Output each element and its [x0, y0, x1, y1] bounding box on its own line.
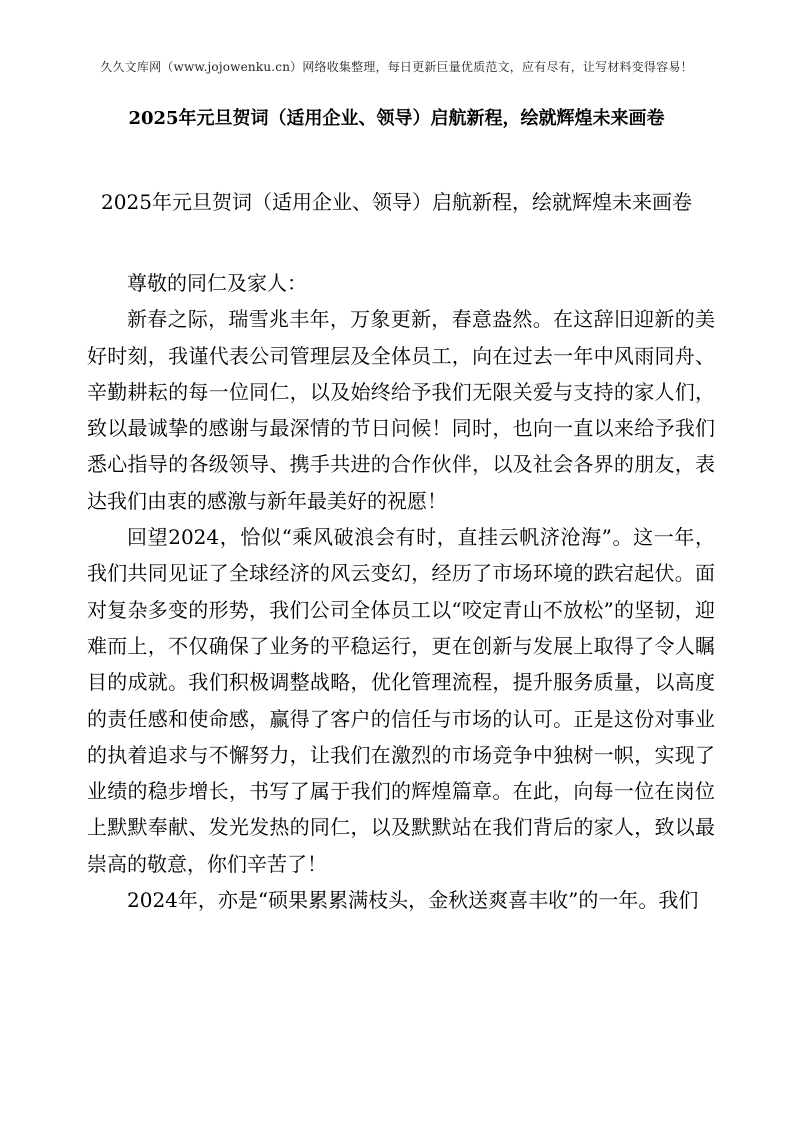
body-paragraph: 2024年，亦是“硕果累累满枝头，金秋送爽喜丰收”的一年。我们 — [127, 888, 699, 913]
document-subtitle: 2025年元旦贺词（适用企业、领导）启航新程，绘就辉煌未来画卷 — [101, 190, 692, 214]
document-body — [87, 265, 715, 918]
body-paragraph: 回望2024，恰似“乘风破浪会有时，直挂云帆济沧海”。这一年，我们共同见证了全球经济的风云变幻，经历了市场环境的跌宕起伏。面对复杂多变的形势，我们公司全体员工以“咬定青山不放松”的坚韧，迎难而上，不仅确保了业务的平稳运行，更在创新与发展上取得了令人瞩目的成就。我们积极调整战略，优化管理流程，提升服务质量，以高度的责任感和使命感，赢得了客户的信任与市场的认可。正是这份对事业的执着追求与不懈努力，让我们在激烈的市场竞争中独树一帜，实现了业绩的稳步增长，书写了属于我们的辉煌篇章。在此，向每一位在岗位上默默奉献、发光发热的同仁，以及默默站在我们背后的家人，致以最崇高的敬意，你们辛苦了！ — [87, 525, 715, 876]
header-banner: 久久文库网（www.jojowenku.cn）网络收集整理，每日更新巨量优质范文，应有尽有，让写材料变得容易！ — [100, 60, 693, 74]
document-title: 2025年元旦贺词（适用企业、领导）启航新程，绘就辉煌未来画卷 — [128, 108, 665, 129]
greeting-line: 尊敬的同仁及家人： — [127, 271, 307, 295]
body-paragraph: 新春之际，瑞雪兆丰年，万象更新，春意盎然。在这辞旧迎新的美好时刻，我谨代表公司管理层及全体员工，向在过去一年中风雨同舟、辛勤耕耘的每一位同仁，以及始终给予我们无限关爱与支持的家人们，致以最诚挚的感谢与最深情的节日问候！同时，也向一直以来给予我们悉心指导的各级领导、携手共进的合作伙伴，以及社会各界的朋友，表达我们由衷的感激与新年最美好的祝愿！ — [87, 307, 715, 513]
